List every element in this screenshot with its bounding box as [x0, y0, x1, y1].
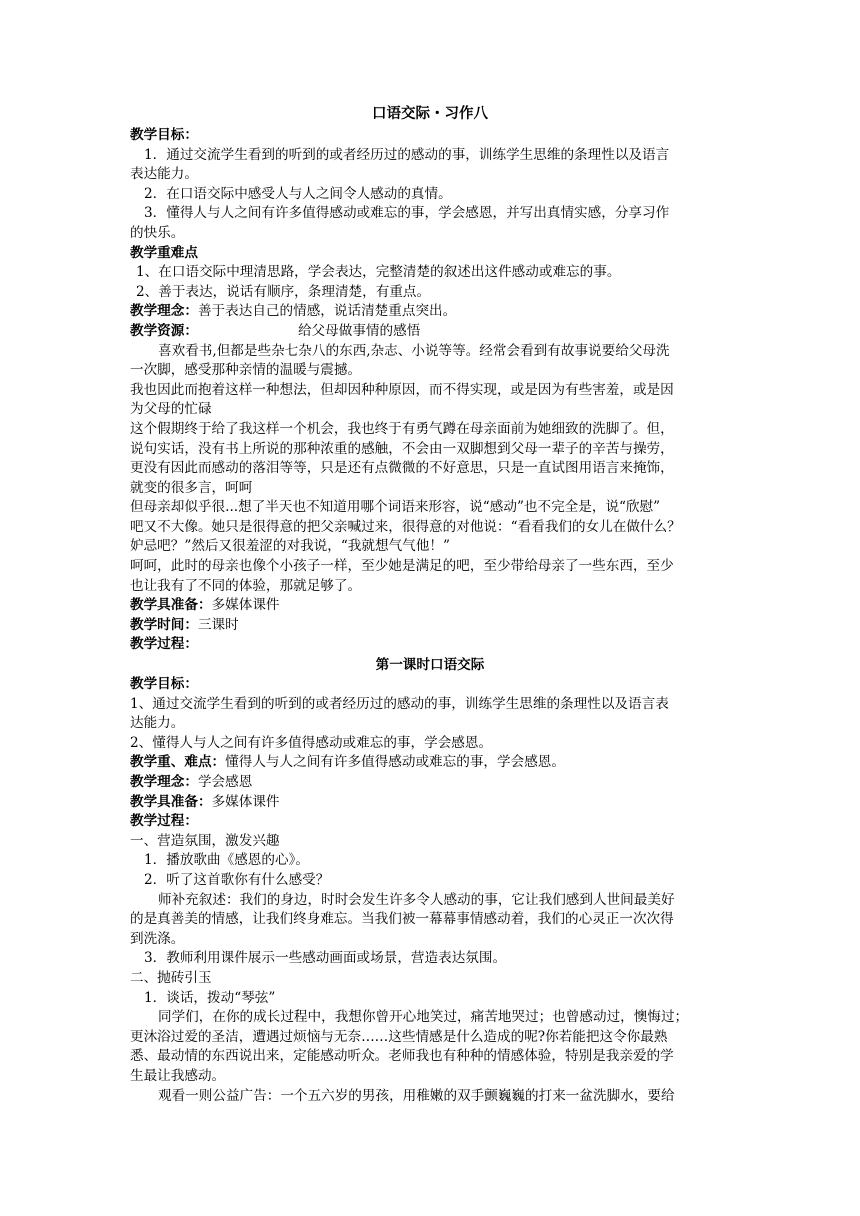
lesson-1-heading-goals: 教学目标： — [130, 676, 198, 693]
step-1-narration-line-2: 的是真善美的情感，让我们终身难忘。当我们被一幕幕事情感动着，我们的心灵正一次次得 — [130, 911, 674, 928]
document-page — [130, 104, 730, 1106]
key-point-1: 1、在口语交际中理清思路，学会表达，完整清楚的叙述出这件感动或难忘的事。 — [136, 264, 621, 281]
heading-teaching-tools: 教学具准备： — [130, 597, 212, 614]
heading-teaching-process: 教学过程： — [130, 636, 198, 653]
essay-paragraph-3-line-1: 这个假期终于给了我这样一个机会，我也终于有勇气蹲在母亲面前为她细致的洗脚了。但， — [130, 420, 674, 437]
goal-1-line-2: 表达能力。 — [130, 166, 198, 183]
goal-2: 2．在口语交际中感受人与人之间令人感动的真情。 — [144, 185, 452, 202]
step-2-paragraph-line-1: 同学们，在你的成长过程中，我想你曾开心地笑过，痛苦地哭过；也曾感动过，懊悔过； — [158, 1009, 689, 1026]
step-2-paragraph-line-3: 悉、最动情的东西说出来，定能感动听众。老师我也有种种的情感体验，特别是我亲爱的学 — [130, 1048, 674, 1065]
lesson-1-subtitle: 第一课时口语交际 — [375, 657, 485, 674]
essay-paragraph-4-line-3: 妒忌吧？”然后又很羞涩的对我说，“我就想气气他！” — [130, 538, 450, 555]
essay-paragraph-5-line-1: 呵呵，此时的母亲也像个小孩子一样，至少她是满足的吧，至少带给母亲了一些东西，至少 — [130, 558, 674, 575]
lesson-1-tools-text: 多媒体课件 — [211, 793, 280, 810]
goal-1-line-1: 1．通过交流学生看到的听到的或者经历过的感动的事，训练学生思维的条理性以及语言 — [144, 146, 670, 163]
step-1-item-1: 1．播放歌曲《感恩的心》。 — [144, 852, 309, 869]
essay-paragraph-1-line-1: 喜欢看书,但都是些杂七杂八的东西,杂志、小说等等。经常会看到有故事说要给父母洗 — [158, 342, 670, 359]
essay-paragraph-3-line-4: 就变的很多言，呵呵 — [130, 479, 253, 496]
lesson-1-heading-tools: 教学具准备： — [130, 793, 212, 810]
lesson-1-heading-process: 教学过程： — [130, 813, 198, 830]
essay-paragraph-4-line-2: 吧又不大像。她只是很得意的把父亲喊过来，很得意的对他说：“看看我们的女儿在做什么？ — [130, 518, 681, 535]
heading-teaching-time: 教学时间： — [130, 616, 198, 633]
step-1-narration-line-1: 师补充叙述：我们的身边，时时会发生许多令人感动的事，它让我们感到人世间最美好 — [158, 891, 675, 908]
lesson-1-tools-line — [130, 793, 730, 813]
step-2-heading: 二、抛砖引玉 — [130, 969, 212, 986]
essay-paragraph-5-line-2: 也让我有了不同的体验，那就足够了。 — [130, 577, 362, 594]
step-2-ad-line: 观看一则公益广告：一个五六岁的男孩，用稚嫩的双手颤巍巍的打来一盆洗脚水，要给 — [158, 1087, 675, 1104]
goal-3-line-2: 的快乐。 — [130, 224, 185, 241]
lesson-1-idea-line — [130, 773, 730, 793]
heading-teaching-resources: 教学资源： — [130, 322, 198, 339]
step-1-item-2: 2．听了这首歌你有什么感受？ — [144, 871, 330, 888]
teaching-time-text: 三课时 — [197, 616, 239, 633]
step-1-item-3: 3．教师利用课件展示一些感动画面或场景，营造表达氛围。 — [144, 950, 507, 967]
lesson-1-goal-2: 2、懂得人与人之间有许多值得感动或难忘的事，学会感恩。 — [130, 734, 493, 751]
heading-key-difficulties: 教学重难点 — [130, 244, 198, 261]
heading-teaching-idea: 教学理念： — [130, 303, 198, 320]
step-1-narration-line-3: 到洗涤。 — [130, 930, 185, 947]
teaching-time-line — [130, 616, 730, 636]
teaching-resources-line — [130, 322, 730, 342]
essay-paragraph-3-line-3: 更没有因此而感动的落泪等等，只是还有点微微的不好意思，只是一直试图用语言来掩饰， — [130, 460, 674, 477]
lesson-1-goal-1-line-1: 1、通过交流学生看到的听到的或者经历过的感动的事，训练学生思维的条理性以及语言表 — [130, 695, 669, 712]
heading-teaching-goals: 教学目标： — [130, 127, 198, 143]
goal-3-line-1: 3．懂得人与人之间有许多值得感动或难忘的事，学会感恩，并写出真情实感，分享习作 — [144, 205, 670, 222]
lesson-1-heading-idea: 教学理念： — [130, 774, 198, 790]
essay-paragraph-1-line-2: 一次脚，感受那种亲情的温暖与震撼。 — [130, 362, 362, 379]
lesson-1-goal-1-line-2: 达能力。 — [130, 715, 185, 732]
teaching-idea-line — [130, 302, 730, 322]
essay-paragraph-2-line-1: 我也因此而抱着这样一种想法，但却因种种原因，而不得实现，或是因为有些害羞，或是因 — [130, 381, 674, 398]
essay-paragraph-2-line-2: 为父母的忙碌 — [130, 401, 212, 418]
step-2-paragraph-line-4: 生最让我感动。 — [130, 1067, 226, 1084]
lesson-1-idea-text: 学会感恩 — [197, 774, 253, 790]
resource-essay-title: 给父母做事情的感悟 — [297, 322, 421, 339]
lesson-1-key-line — [130, 753, 730, 773]
step-1-heading: 一、营造氛围，激发兴趣 — [130, 832, 280, 849]
essay-paragraph-4-line-1: 但母亲却似乎很...想了半天也不知道用哪个词语来形容，说“感动”也不完全是，说“欣慰” — [130, 499, 661, 516]
teaching-idea-text: 善于表达自己的情感，说话清楚重点突出。 — [197, 303, 457, 320]
document-title: 口语交际・习作八 — [372, 106, 488, 122]
step-2-item-1: 1．谈话，拨动“琴弦” — [144, 989, 276, 1006]
lesson-1-heading-key: 教学重、难点： — [130, 754, 226, 771]
teaching-tools-text: 多媒体课件 — [211, 597, 280, 614]
lesson-1-key-text: 懂得人与人之间有许多值得感动或难忘的事，学会感恩。 — [225, 754, 565, 771]
key-point-2: 2、善于表达，说话有顺序，条理清楚，有重点。 — [136, 283, 431, 300]
teaching-tools-line — [130, 596, 730, 616]
essay-paragraph-3-line-2: 说句实话，没有书上所说的那种浓重的感触，不会由一双脚想到父母一辈子的辛苦与操劳， — [130, 440, 674, 457]
step-2-paragraph-line-2: 更沐浴过爱的圣洁，遭遇过烦恼与无奈……这些情感是什么造成的呢?你若能把这令你最熟 — [130, 1028, 668, 1045]
